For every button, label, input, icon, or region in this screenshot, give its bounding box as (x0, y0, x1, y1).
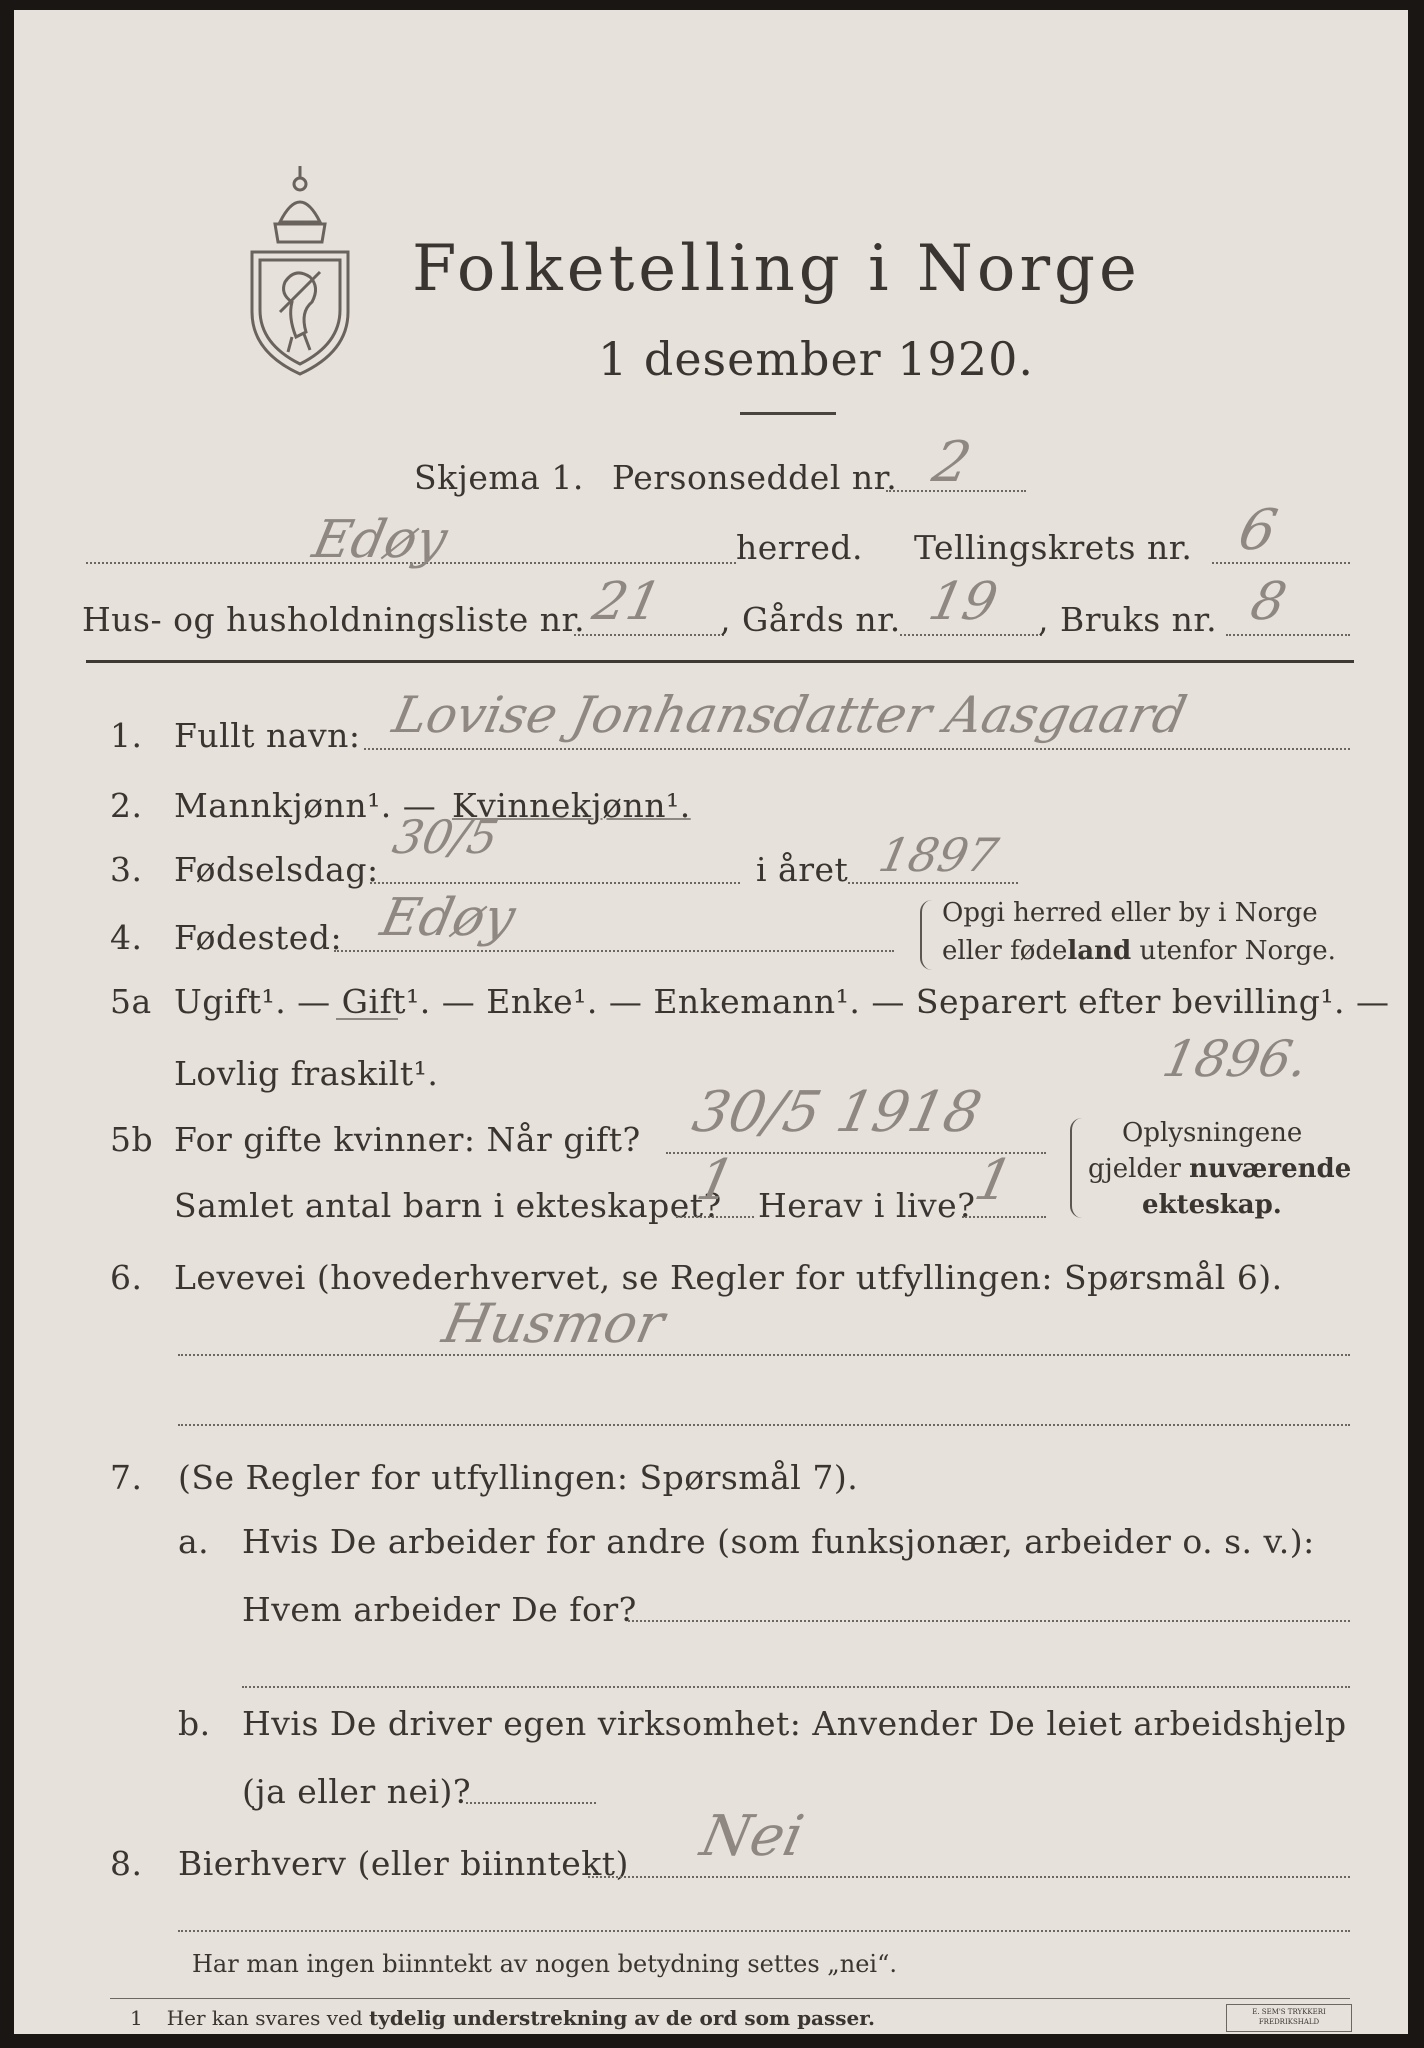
q3-day-field[interactable] (370, 882, 740, 884)
skjema-label: Skjema 1. (414, 458, 584, 497)
q7a-line2: Hvem arbeider De for? (242, 1590, 637, 1629)
q5a-extra-value: 1896. (1157, 1030, 1314, 1088)
header-divider (86, 660, 1354, 663)
q5b-note-line2: gjelder nuværende (1088, 1154, 1352, 1184)
q5b-note-line3: ekteskap. (1142, 1190, 1282, 1220)
gards-label: , Gårds nr. (720, 600, 901, 639)
census-form (14, 10, 1408, 2034)
q5b-children-field[interactable] (676, 1216, 754, 1218)
q4-note-line2: eller fødeland utenfor Norge. (942, 936, 1336, 966)
q6-label: Levevei (hovederhvervet, se Regler for utfyllingen: Spørsmål 6). (174, 1258, 1283, 1297)
tellingskrets-value: 6 (1233, 498, 1283, 563)
q8-value: Nei (695, 1804, 809, 1869)
q3-year-value: 1897 (874, 828, 1003, 882)
form-date: 1 desember 1920. (598, 332, 1034, 386)
q8-field-line2[interactable] (178, 1930, 1350, 1932)
q4-value: Edøy (375, 888, 521, 948)
q3-day-value: 30/5 (388, 810, 504, 864)
q7b-line2: (ja eller nei)? (242, 1772, 472, 1811)
husliste-label: Hus- og husholdningsliste nr. (82, 600, 586, 639)
q1-value: Lovise Jonhansdatter Aasgaard (387, 686, 1192, 744)
husliste-value: 21 (587, 572, 667, 632)
gards-field[interactable] (900, 634, 1042, 636)
q5b-alive-label: Herav i live? (758, 1186, 976, 1225)
q4-note-line1: Opgi herred eller by i Norge (942, 898, 1318, 928)
q5a-gift-underline (336, 1018, 398, 1020)
tellingskrets-label: Tellingskrets nr. (914, 528, 1193, 567)
q5b-number: 5b (110, 1120, 154, 1159)
q4-note-brace (920, 900, 936, 970)
q6-field-line2[interactable] (178, 1424, 1350, 1426)
q5a-number: 5a (110, 982, 152, 1021)
personseddel-value: 2 (927, 430, 977, 495)
nei-note: Har man ingen biinntekt av nogen betydning settes „nei“. (192, 1950, 897, 1978)
q3-label: Fødselsdag: (174, 850, 379, 889)
q7a-field-line1[interactable] (628, 1620, 1350, 1622)
q5a-options[interactable]: Ugift¹. — Gift¹. — Enke¹. — Enkemann¹. — Separert efter bevilling¹. — (174, 982, 1390, 1021)
q8-number: 8. (110, 1844, 143, 1883)
q7a-letter: a. (178, 1522, 210, 1561)
printer-mark: E. SEM'S TRYKKERI FREDRIKSHALD (1226, 2004, 1352, 2032)
coat-of-arms-emblem (240, 162, 360, 382)
q7a-field-line2[interactable] (242, 1686, 1350, 1688)
q5b-alive-field[interactable] (962, 1216, 1046, 1218)
q7b-letter: b. (178, 1704, 211, 1743)
q5b-married-label: For gifte kvinner: Når gift? (174, 1120, 641, 1159)
bruks-value: 8 (1245, 572, 1292, 632)
q1-number: 1. (110, 716, 143, 755)
husliste-field[interactable] (574, 634, 724, 636)
q4-field[interactable] (334, 950, 894, 952)
q5b-married-value: 30/5 1918 (687, 1080, 987, 1145)
q7-label: (Se Regler for utfyllingen: Spørsmål 7). (178, 1458, 859, 1497)
q4-label: Fødested: (174, 918, 343, 957)
q7-number: 7. (110, 1458, 143, 1497)
herred-label: herred. (736, 528, 863, 567)
q4-number: 4. (110, 918, 143, 957)
title-rule (740, 412, 836, 415)
q7a-line1: Hvis De arbeider for andre (som funksjonær, arbeider o. s. v.): (242, 1522, 1315, 1561)
q1-label: Fullt navn: (174, 716, 361, 755)
q5b-children-value: 1 (691, 1148, 741, 1213)
q7b-field[interactable] (466, 1802, 596, 1804)
footnote-divider (110, 1998, 1350, 1999)
footnote: 1 Her kan svares ved tydelig understrekning av de ord som passer. (130, 2006, 875, 2030)
q1-field[interactable] (364, 748, 1350, 750)
q8-label: Bierhverv (eller biinntekt) (178, 1844, 629, 1883)
q2-female-option[interactable]: Kvinnekjønn¹. (452, 786, 691, 825)
q3-year-field[interactable] (848, 882, 1018, 884)
q2-number: 2. (110, 786, 143, 825)
personseddel-label: Personseddel nr. (612, 458, 898, 497)
q5b-note-brace (1070, 1118, 1086, 1218)
q5b-alive-value: 1 (969, 1148, 1019, 1213)
q5a-fraskilt-option[interactable]: Lovlig fraskilt¹. (174, 1054, 439, 1093)
q6-value: Husmor (437, 1292, 670, 1355)
gards-value: 19 (923, 572, 1003, 632)
q6-field-line1[interactable] (178, 1354, 1350, 1356)
q5b-children-label: Samlet antal barn i ekteskapet? (174, 1186, 722, 1225)
herred-value: Edøy (307, 510, 453, 570)
bruks-label: , Bruks nr. (1038, 600, 1218, 639)
q5b-note-line1: Oplysningene (1122, 1118, 1303, 1148)
q3-year-label: i året (756, 850, 849, 889)
q8-field[interactable] (588, 1876, 1350, 1878)
form-title: Folketelling i Norge (412, 232, 1141, 306)
bruks-field[interactable] (1226, 634, 1350, 636)
q6-number: 6. (110, 1258, 143, 1297)
q7b-line1: Hvis De driver egen virksomhet: Anvender De leiet arbeidshjelp (242, 1704, 1347, 1743)
q3-number: 3. (110, 850, 143, 889)
q2-male-option[interactable]: Mannkjønn¹. — (174, 786, 437, 825)
